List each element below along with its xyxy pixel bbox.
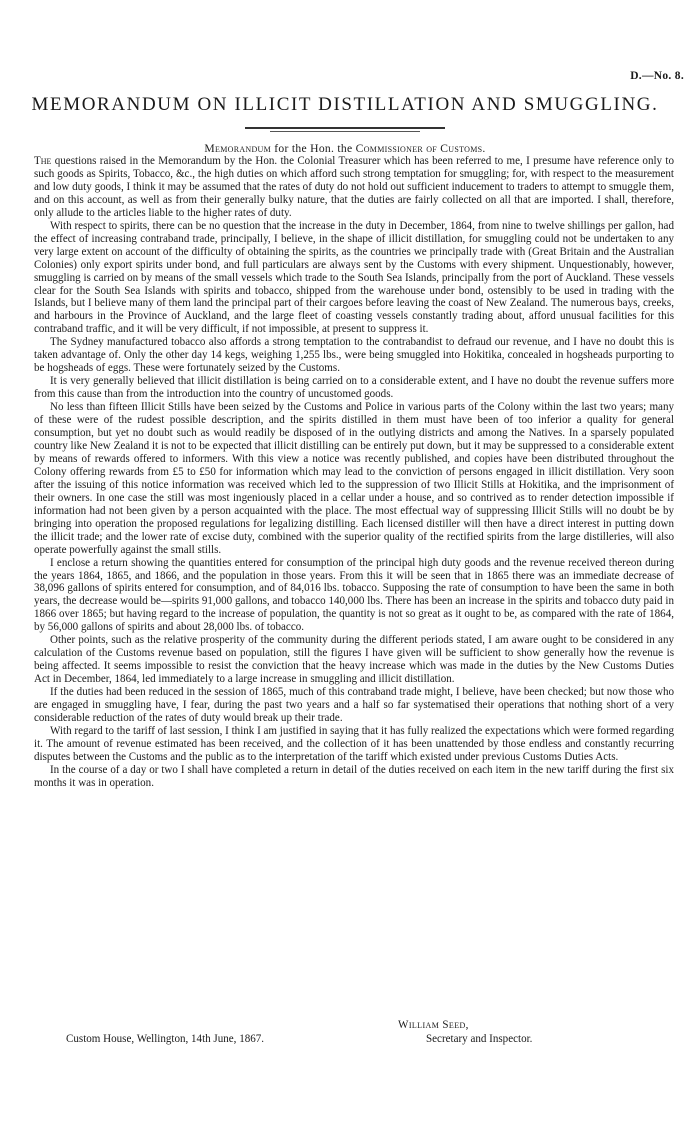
paragraph: With regard to the tariff of last session, I think I am justified in saying that it has fully realized the expectations which were formed regarding it. The amount of revenue estimated has been received, and the collection of it has been unattended by those endless and constantly recurring disputes between the Customs and the public as to the interpretation of the tariff which existed under previous Customs Duties Acts. bbox=[34, 724, 674, 763]
paragraph bbox=[34, 155, 674, 220]
paragraph: Other points, such as the relative prosperity of the community during the different periods stated, I am aware ought to be considered in any calculation of the Customs revenue based on population, still the figures I have given will be sufficient to show generally how the revenue is being affected. It seems impossible to resist the conviction that the heavy increase which was made in the duties by the New Customs Duties Act in December, 1864, led immediately to a large increase in smuggling and illicit distillation. bbox=[34, 634, 674, 686]
paragraph: If the duties had been reduced in the session of 1865, much of this contraband trade might, I believe, have been checked; but now those who are engaged in smuggling have, I fear, during the past two years and a half so far systematised their operations that nothing short of a very considerable reduction of the rates of duty would break up their trade. bbox=[34, 686, 674, 724]
paragraph: The Sydney manufactured tobacco also affords a strong temptation to the contrabandist to defraud our revenue, and I have no doubt this is taken advantage of. Only the other day 14 kegs, weighing 1,255 lbs., were being smuggled into Hokitika, concealed in hogsheads purporting to be hogsheads of eggs. These were fortunately seized by the Customs. bbox=[34, 336, 674, 375]
title-rule-thin bbox=[270, 131, 420, 132]
paragraph: No less than fifteen Illicit Stills have been seized by the Customs and Police in various parts of the Colony within the last two years; many of these were of the rudest possible description, and the spirits distilled in them must have been of too inferior a quality for general consumption, but yet no doubt such as would readily be disposed of in the outlying districts and among the Natives. In a sparsely populated country like New Zealand it is not to be expected that illicit distilling can be entirely put down, but it may be suppressed to a considerable extent by means of rewards offered to informers. With this view a notice was recently published, and copies have been distributed throughout the Colony offering rewards from £5 to £50 for information which may lead to the conviction of persons engaged in illicit distillation. Very soon after the issuing of this notice information was received which led to the suppression of two Illicit Stills at Hokitika, and the imprisonment of their owners. In one case the still was most ingeniously placed in a cellar under a house, and so contrived as to render detection impossible if information had not been given by a person acquainted with the place. The most effectual way of suppressing Illicit Stills will no doubt be by bringing into operation the proposed regulations for legalizing distilling. Each licensed distiller will then have a direct interest in putting down the illicit trade; and the lower rate of excise duty, combined with the superior quality of the rectified spirits from the large distilleries, will also operate powerfully against the small stills. bbox=[34, 401, 674, 556]
paragraph: With respect to spirits, there can be no question that the increase in the duty in December, 1864, from nine to twelve shillings per gallon, had the effect of increasing contraband trade, principally, I believe, in the shape of illicit distillation, for smuggling could not be undertaken to any very large extent on account of the difficulty of obtaining the spirits, as the countries we principally trade with (Great Britain and the Australian Colonies) only export spirits under bond, and full particulars are always sent by the Customs with every shipment. Unquestionably, however, smuggling is carried on by means of the small vessels which trade to the South Sea Islands, principally from the port of Auckland. These vessels clear for the South Sea Islands with spirits and tobacco, shipped from the warehouse under bond, ostensibly to be used in trading with the Islands, but I believe many of them land the principal part of their cargoes before leaving the coast of New Zealand. The numerous bays, creeks, and harbours in the Province of Auckland, and the large fleet of coasting vessels constantly trading about, afford unusual facilities for this contraband traffic, and it will be very difficult, if not impossible, at present to suppress it. bbox=[34, 219, 674, 336]
memorandum-word: Memorandum bbox=[204, 142, 272, 155]
commissioner-title: Commissioner of Customs. bbox=[355, 142, 486, 155]
memorandum-body bbox=[34, 155, 674, 790]
page-title: MEMORANDUM ON ILLICIT DISTILLATION AND SMUGGLING. bbox=[31, 94, 659, 115]
paragraph: I enclose a return showing the quantities entered for consumption of the principal high duty goods and the revenue received thereon during the years 1864, 1865, and 1866, and the population in those years. From this it will be seen that in 1865 there was an immediate decrease of 38,096 gallons of spirits entered for consumption, and of 84,016 lbs. tobacco. Supposing the rate of consumption to have been the same in both years, the decrease would be—spirits 91,000 gallons, and tobacco 140,000 lbs. There has been an increase in the spirits and tobacco duty paid in 1866 over 1865; but having regard to the increase of population, the quantity is not so great as it ought to be, as compared with the rate of 1864, by 56,000 gallons of spirits and about 28,000 lbs. of tobacco. bbox=[34, 556, 674, 634]
place-and-date: Custom House, Wellington, 14th June, 1867. bbox=[66, 1033, 265, 1045]
signatory-name: William Seed, bbox=[398, 1019, 469, 1031]
memorandum-heading bbox=[0, 142, 690, 155]
paragraph: It is very generally believed that illicit distillation is being carried on to a considerable extent, and I have no doubt the revenue suffers more from this cause than from the introduction into the country of uncustomed goods. bbox=[34, 375, 674, 401]
document-reference: D.—No. 8. bbox=[630, 70, 684, 82]
title-rule bbox=[245, 127, 445, 129]
memorandum-heading-middle: for the Hon. the bbox=[271, 142, 356, 155]
paragraph-text: questions raised in the Memorandum by the Hon. the Colonial Treasurer which has been referred to me, I presume have reference only to such goods as Spirits, Tobacco, &c., the high duties on which afford such strong temptation for smuggling; for, with respect to the measurement and low duty goods, I think it may be assumed that the rates of duty do not hold out sufficient inducement to traders to attempt to smuggle them, and on this account, as well as from their generally bulky nature, that the duties are fairly collected on all that are imported. I shall, therefore, only allude to the articles liable to the higher rates of duty. bbox=[34, 155, 674, 219]
paragraph-lead-word: The bbox=[34, 155, 52, 167]
paragraph: In the course of a day or two I shall have completed a return in detail of the duties received on each item in the new tariff during the first six months it was in operation. bbox=[34, 763, 674, 789]
signatory-title: Secretary and Inspector. bbox=[426, 1033, 533, 1045]
